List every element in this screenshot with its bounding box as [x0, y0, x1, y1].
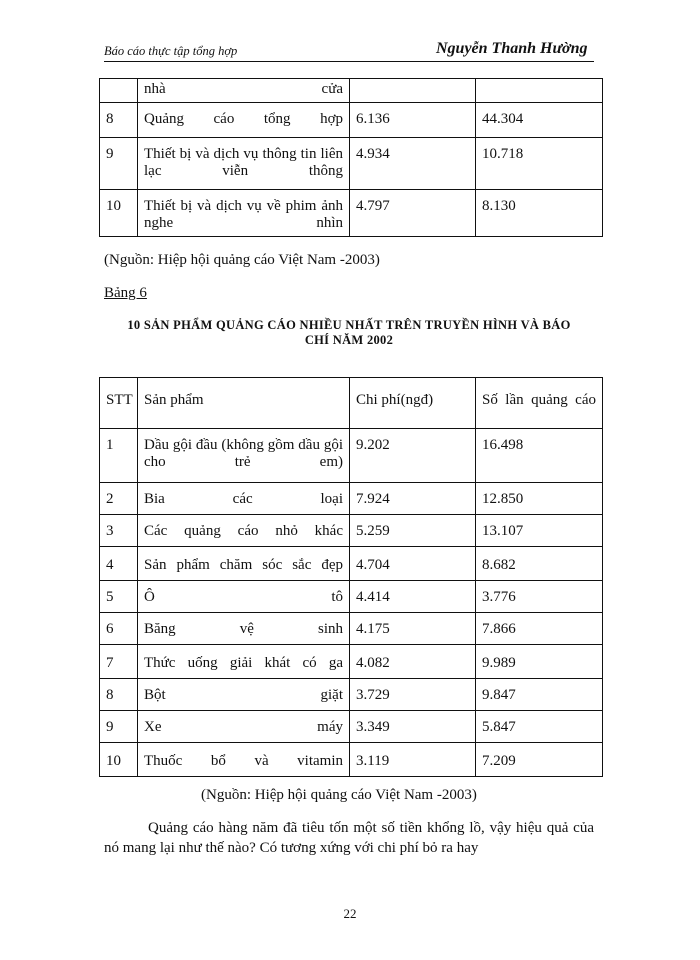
cell-stt: 8	[100, 679, 138, 711]
cell-product: Thuốc bổ và vitamin	[138, 743, 350, 777]
cell-cost: 3.119	[350, 743, 476, 777]
cell-product: Các quảng cáo nhỏ khác	[138, 515, 350, 547]
cell-cost: 4.797	[350, 190, 476, 237]
cell-cost: 9.202	[350, 429, 476, 483]
header-author: Nguyễn Thanh Hường	[436, 40, 588, 57]
table-title-line-2: CHÍ NĂM 2002	[304, 333, 394, 347]
cell-cost	[350, 79, 476, 103]
cell-stt: 5	[100, 581, 138, 613]
cell-count: 8.130	[476, 190, 603, 237]
cell-cost: 4.934	[350, 138, 476, 190]
cell-count	[476, 79, 603, 103]
cell-count: 9.989	[476, 645, 603, 679]
cell-stt: 10	[100, 190, 138, 237]
cell-product: nhà cửa	[138, 79, 350, 103]
cell-product: Bia các loại	[138, 483, 350, 515]
cell-stt: 4	[100, 547, 138, 581]
cell-count: 3.776	[476, 581, 603, 613]
cell-cost: 6.136	[350, 103, 476, 138]
table-row	[100, 515, 603, 547]
cell-stt: 9	[100, 711, 138, 743]
cell-stt: 1	[100, 429, 138, 483]
source-note-2: (Nguồn: Hiệp hội quảng cáo Việt Nam -2003)	[201, 787, 477, 803]
page-number: 22	[343, 906, 357, 921]
cell-cost: 4.175	[350, 613, 476, 645]
cell-stt: 3	[100, 515, 138, 547]
table-6	[99, 377, 603, 777]
header-doc-title: Báo cáo thực tập tổng hợp	[104, 44, 238, 58]
cell-cost: 3.729	[350, 679, 476, 711]
table-label: Bảng 6	[104, 285, 147, 301]
table-row	[100, 743, 603, 777]
table-row	[100, 679, 603, 711]
cell-product: Thức uống giải khát có ga	[138, 645, 350, 679]
cell-product: Băng vệ sinh	[138, 613, 350, 645]
table-row	[100, 138, 603, 190]
table-row	[100, 547, 603, 581]
cell-product: Sản phẩm chăm sóc sắc đẹp	[138, 547, 350, 581]
cell-product: Ô tô	[138, 581, 350, 613]
cell-cost: 4.704	[350, 547, 476, 581]
cell-product: Dầu gội đầu (không gồm dầu gội cho trẻ em)	[138, 429, 350, 483]
cell-cost: 4.414	[350, 581, 476, 613]
cell-count: 5.847	[476, 711, 603, 743]
cell-stt: 6	[100, 613, 138, 645]
cell-stt: 8	[100, 103, 138, 138]
cell-cost: 4.082	[350, 645, 476, 679]
cell-count: 44.304	[476, 103, 603, 138]
header-divider	[104, 61, 594, 62]
cell-cost: 7.924	[350, 483, 476, 515]
cell-product: Quảng cáo tổng hợp	[138, 103, 350, 138]
cell-count: 16.498	[476, 429, 603, 483]
cell-product: Thiết bị và dịch vụ thông tin liên lạc viễn thông	[138, 138, 350, 190]
table-row	[100, 613, 603, 645]
header-product: Sản phẩm	[138, 378, 350, 429]
table-row	[100, 190, 603, 237]
table-row	[100, 645, 603, 679]
cell-product: Thiết bị và dịch vụ về phim ảnh nghe nhìn	[138, 190, 350, 237]
cell-count: 9.847	[476, 679, 603, 711]
cell-count: 12.850	[476, 483, 603, 515]
body-paragraph-text: Quảng cáo hàng năm đã tiêu tốn một số tiền khổng lồ, vậy hiệu quả của nó mang lại như thế nào? Có tương xứng với chi phí bỏ ra hay	[104, 820, 594, 856]
cell-count: 10.718	[476, 138, 603, 190]
header-count: Số lần quảng cáo	[476, 378, 603, 429]
cell-count: 8.682	[476, 547, 603, 581]
cell-cost: 3.349	[350, 711, 476, 743]
cell-product: Bột giặt	[138, 679, 350, 711]
cell-cost: 5.259	[350, 515, 476, 547]
body-paragraph	[104, 818, 594, 858]
cell-stt: 10	[100, 743, 138, 777]
table-title-line-1: 10 SẢN PHẨM QUẢNG CÁO NHIỀU NHẤT TRÊN TRUYỀN HÌNH VÀ BÁO	[127, 318, 571, 332]
cell-product: Xe máy	[138, 711, 350, 743]
table-row	[100, 429, 603, 483]
table-row	[100, 483, 603, 515]
cell-count: 7.209	[476, 743, 603, 777]
table-row	[100, 711, 603, 743]
source-note-1: (Nguồn: Hiệp hội quảng cáo Việt Nam -2003)	[104, 252, 380, 268]
header-stt: STT	[100, 378, 138, 429]
cell-count: 7.866	[476, 613, 603, 645]
table-header-row	[100, 378, 603, 429]
table-continued	[99, 78, 603, 237]
table-title	[104, 318, 594, 348]
cell-stt	[100, 79, 138, 103]
table-row	[100, 103, 603, 138]
header-cost: Chi phí(ngđ)	[350, 378, 476, 429]
cell-stt: 7	[100, 645, 138, 679]
cell-count: 13.107	[476, 515, 603, 547]
table-row	[100, 79, 603, 103]
table-row	[100, 581, 603, 613]
cell-stt: 9	[100, 138, 138, 190]
cell-stt: 2	[100, 483, 138, 515]
